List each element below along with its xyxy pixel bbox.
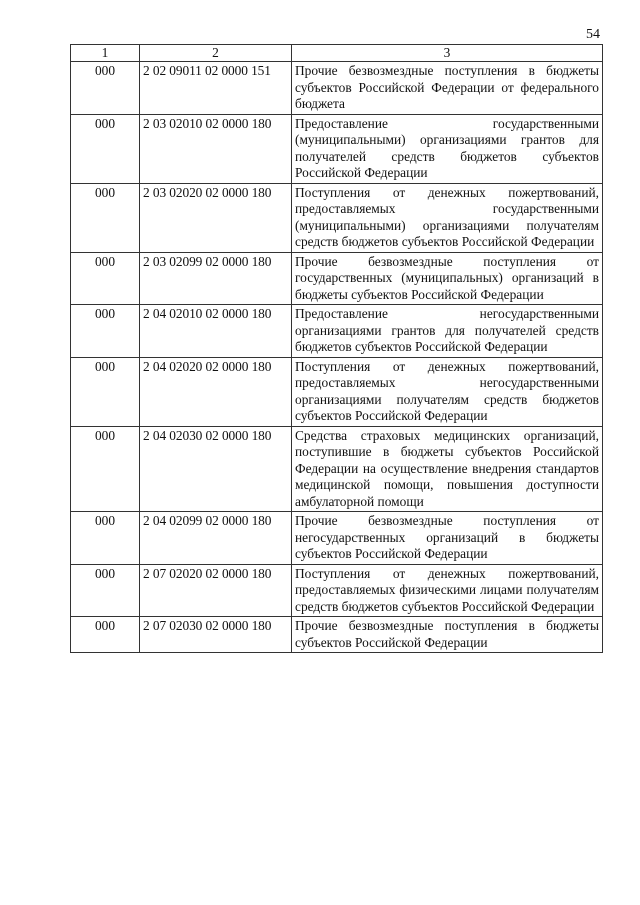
admin-code-cell: 000 xyxy=(71,426,140,512)
table-row xyxy=(71,617,603,653)
admin-code-cell: 000 xyxy=(71,512,140,565)
budget-code-cell: 2 04 02030 02 0000 180 xyxy=(140,426,292,512)
description-cell: Прочие безвозмездные поступления в бюджеты субъектов Российской Федерации xyxy=(292,617,603,653)
description-cell: Предоставление государственными (муниципальными) организациями грантов для получателей средств бюджетов субъектов Российской Федерации xyxy=(292,114,603,183)
admin-code-cell: 000 xyxy=(71,564,140,617)
table-row xyxy=(71,305,603,358)
admin-code-cell: 000 xyxy=(71,617,140,653)
page-number: 54 xyxy=(586,27,600,42)
table-row xyxy=(71,564,603,617)
column-header-1: 1 xyxy=(71,45,140,62)
table-row xyxy=(71,62,603,115)
budget-revenue-table xyxy=(70,44,603,653)
admin-code-cell: 000 xyxy=(71,62,140,115)
description-cell: Поступления от денежных пожертвований, предоставляемых негосударственными организациями получателям средств бюджетов субъектов Российской Федерации xyxy=(292,357,603,426)
header-row xyxy=(71,45,603,62)
budget-code-cell: 2 04 02099 02 0000 180 xyxy=(140,512,292,565)
admin-code-cell: 000 xyxy=(71,357,140,426)
description-cell: Прочие безвозмездные поступления от негосударственных организаций в бюджеты субъектов Российской Федерации xyxy=(292,512,603,565)
table-row xyxy=(71,357,603,426)
description-cell: Поступления от денежных пожертвований, предоставляемых физическими лицами получателям средств бюджетов субъектов Российской Федерации xyxy=(292,564,603,617)
description-cell: Поступления от денежных пожертвований, предоставляемых государственными (муниципальными) организациями получателям средств бюджетов субъектов Российской Федерации xyxy=(292,183,603,252)
description-cell: Средства страховых медицинских организаций, поступившие в бюджеты субъектов Российской Федерации на осуществление внедрения стандартов медицинской помощи, повышения доступности амбулаторной помощи xyxy=(292,426,603,512)
description-cell: Предоставление негосударственными организациями грантов для получателей средств бюджетов субъектов Российской Федерации xyxy=(292,305,603,358)
table-row xyxy=(71,252,603,305)
budget-code-cell: 2 02 09011 02 0000 151 xyxy=(140,62,292,115)
table-row xyxy=(71,114,603,183)
description-cell: Прочие безвозмездные поступления от государственных (муниципальных) организаций в бюджеты субъектов Российской Федерации xyxy=(292,252,603,305)
table-row xyxy=(71,183,603,252)
budget-code-cell: 2 07 02030 02 0000 180 xyxy=(140,617,292,653)
budget-code-cell: 2 07 02020 02 0000 180 xyxy=(140,564,292,617)
budget-code-cell: 2 03 02010 02 0000 180 xyxy=(140,114,292,183)
table-row xyxy=(71,512,603,565)
table-header xyxy=(71,45,603,62)
column-header-2: 2 xyxy=(140,45,292,62)
description-cell: Прочие безвозмездные поступления в бюджеты субъектов Российской Федерации от федерального бюджета xyxy=(292,62,603,115)
table-row xyxy=(71,426,603,512)
budget-code-cell: 2 03 02099 02 0000 180 xyxy=(140,252,292,305)
budget-code-cell: 2 03 02020 02 0000 180 xyxy=(140,183,292,252)
admin-code-cell: 000 xyxy=(71,183,140,252)
budget-code-cell: 2 04 02020 02 0000 180 xyxy=(140,357,292,426)
admin-code-cell: 000 xyxy=(71,305,140,358)
budget-code-cell: 2 04 02010 02 0000 180 xyxy=(140,305,292,358)
column-header-3: 3 xyxy=(292,45,603,62)
table-body xyxy=(71,62,603,653)
admin-code-cell: 000 xyxy=(71,114,140,183)
admin-code-cell: 000 xyxy=(71,252,140,305)
